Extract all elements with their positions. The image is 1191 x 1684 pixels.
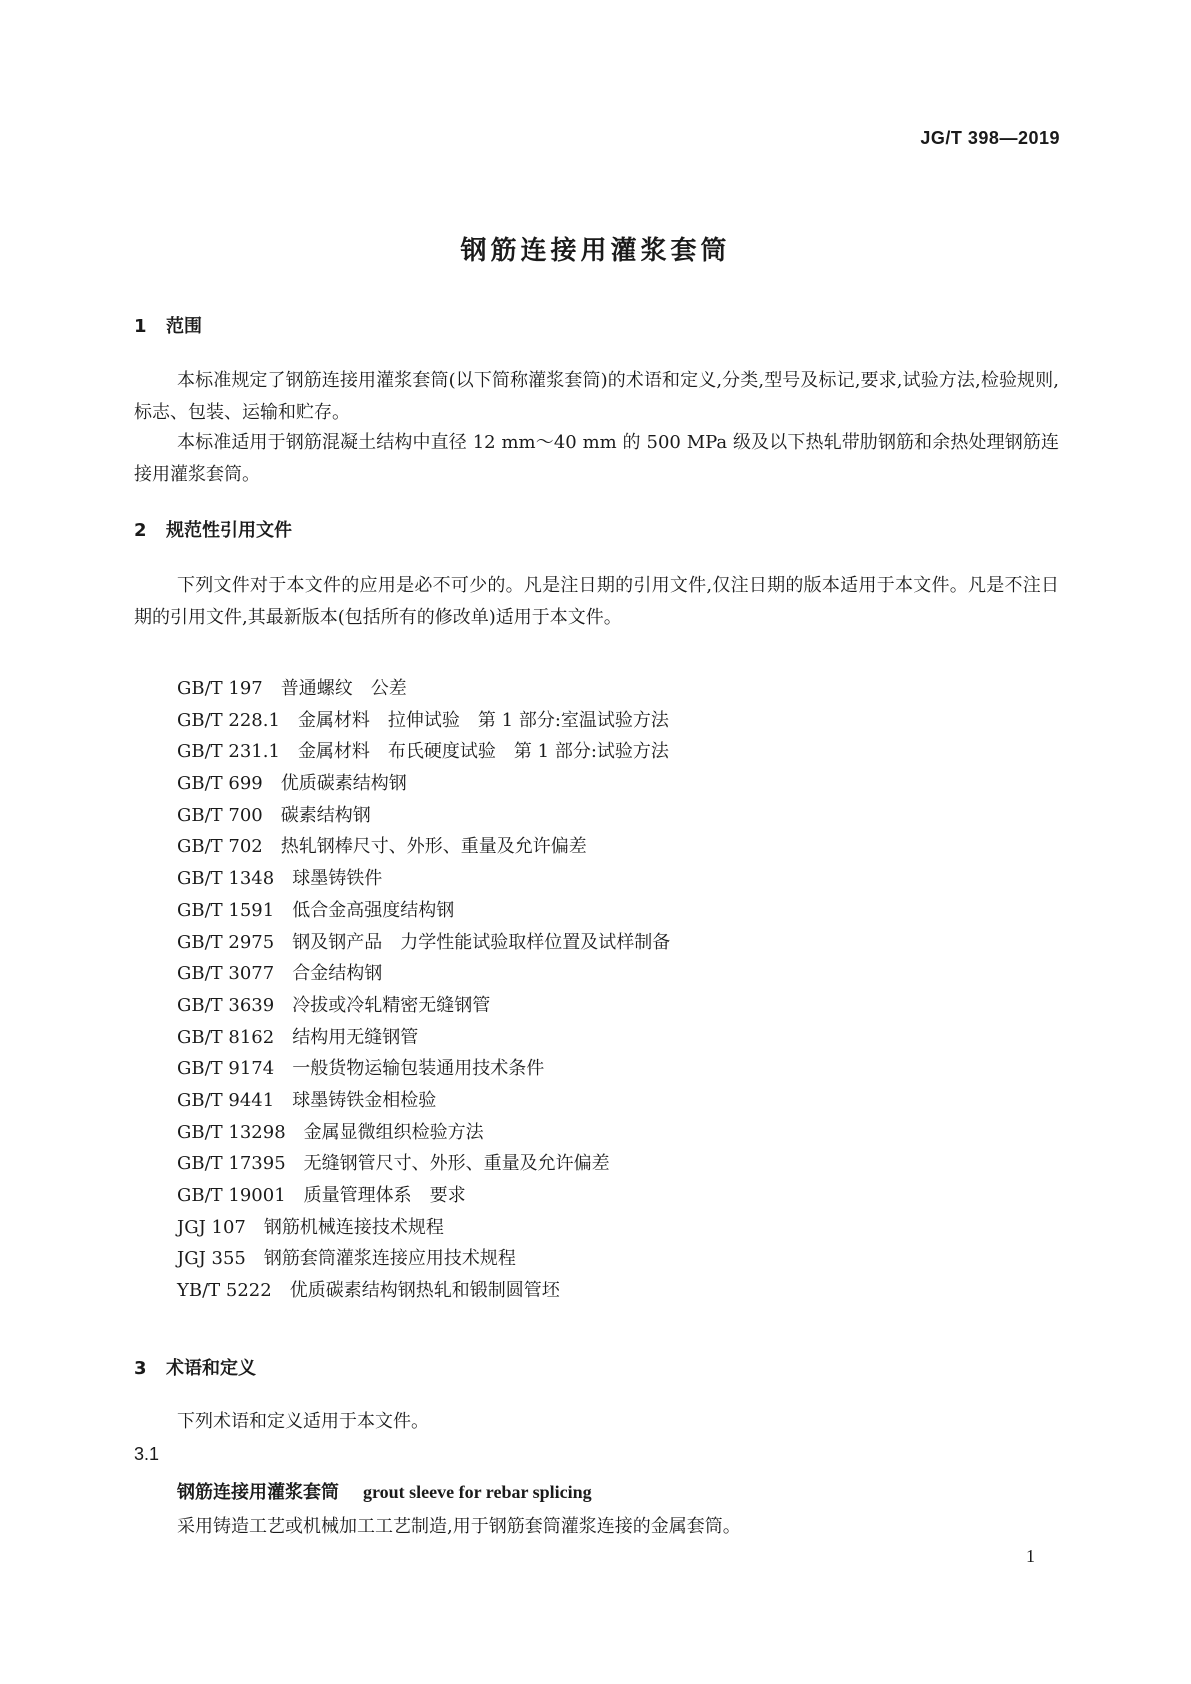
list-item	[177, 673, 670, 705]
scope-paragraph-2: 本标准适用于钢筋混凝土结构中直径 12 mm～40 mm 的 500 MPa 级及以下热轧带肋钢筋和余热处理钢筋连接用灌浆套筒。	[134, 432, 1059, 485]
section-title: 规范性引用文件	[166, 520, 292, 541]
reference-code: GB/T 1348	[177, 868, 275, 890]
reference-title: 质量管理体系 要求	[303, 1185, 466, 1206]
reference-code: GB/T 699	[177, 773, 263, 795]
section-number: 1	[134, 316, 147, 337]
list-item	[177, 705, 670, 737]
list-item	[177, 927, 670, 959]
reference-title: 优质碳素结构钢	[280, 773, 407, 795]
reference-code: GB/T 702	[177, 836, 263, 858]
reference-title: 球墨铸铁金相检验	[292, 1089, 437, 1111]
reference-title: 热轧钢棒尺寸、外形、重量及允许偏差	[280, 836, 587, 858]
reference-title: 金属材料 拉伸试验 第 1 部分:室温试验方法	[297, 709, 669, 731]
list-item	[177, 990, 670, 1022]
reference-code: GB/T 9441	[177, 1089, 275, 1111]
reference-code: JGJ 355	[177, 1248, 246, 1270]
reference-title: 钢筋套筒灌浆连接应用技术规程	[263, 1248, 516, 1270]
reference-title: 钢筋机械连接技术规程	[263, 1216, 444, 1238]
term-english: grout sleeve for rebar splicing	[363, 1482, 592, 1502]
reference-title: 无缝钢管尺寸、外形、重量及允许偏差	[303, 1153, 610, 1175]
reference-title: 球墨铸铁件	[292, 868, 383, 890]
reference-title: 合金结构钢	[292, 963, 383, 985]
scope-paragraph-1: 本标准规定了钢筋连接用灌浆套筒(以下简称灌浆套筒)的术语和定义,分类,型号及标记,要求,试验方法,检验规则,标志、包装、运输和贮存。	[134, 370, 1059, 423]
reference-code: YB/T 5222	[177, 1280, 272, 1302]
term-entry	[177, 1478, 592, 1504]
list-item	[177, 1053, 670, 1085]
list-item	[177, 1085, 670, 1117]
list-item	[177, 1148, 670, 1180]
reference-code: GB/T 13298	[177, 1121, 286, 1143]
section-2-heading	[134, 516, 292, 542]
reference-code: GB/T 2975	[177, 931, 275, 953]
list-item	[177, 736, 670, 768]
section-title: 术语和定义	[166, 1358, 256, 1379]
term-number: 3.1	[134, 1444, 160, 1464]
term-definition: 采用铸造工艺或机械加工工艺制造,用于钢筋套筒灌浆连接的金属套筒。	[177, 1516, 741, 1537]
list-item	[177, 768, 670, 800]
reference-code: GB/T 3639	[177, 994, 275, 1016]
reference-code: GB/T 19001	[177, 1185, 286, 1206]
normative-references-intro: 下列文件对于本文件的应用是必不可少的。凡是注日期的引用文件,仅注日期的版本适用于本文件。凡是不注日期的引用文件,其最新版本(包括所有的修改单)适用于本文件。	[134, 575, 1059, 628]
terms-intro: 下列术语和定义适用于本文件。	[177, 1411, 429, 1432]
section-1-heading	[134, 312, 202, 338]
list-item	[177, 1212, 670, 1244]
list-item	[177, 1117, 670, 1149]
reference-title: 一般货物运输包装通用技术条件	[292, 1058, 545, 1080]
reference-title: 普通螺纹 公差	[280, 678, 407, 699]
reference-code: GB/T 231.1	[177, 741, 280, 763]
reference-title: 冷拔或冷轧精密无缝钢管	[292, 994, 491, 1016]
list-item	[177, 1243, 670, 1275]
document-title: 钢筋连接用灌浆套筒	[460, 236, 731, 266]
reference-title: 钢及钢产品 力学性能试验取样位置及试样制备	[292, 931, 671, 953]
reference-title: 低合金高强度结构钢	[292, 899, 455, 921]
list-item	[177, 958, 670, 990]
reference-code: GB/T 228.1	[177, 709, 280, 731]
list-item	[177, 1180, 670, 1212]
section-3-heading	[134, 1354, 256, 1380]
reference-title: 优质碳素结构钢热轧和锻制圆管坯	[289, 1280, 560, 1302]
reference-code: JGJ 107	[177, 1216, 246, 1238]
reference-code: GB/T 9174	[177, 1058, 275, 1080]
list-item	[177, 1275, 670, 1307]
reference-code: GB/T 17395	[177, 1153, 286, 1175]
list-item	[177, 863, 670, 895]
reference-code: GB/T 8162	[177, 1026, 275, 1048]
list-item	[177, 895, 670, 927]
term-chinese: 钢筋连接用灌浆套筒	[177, 1482, 339, 1503]
reference-code: GB/T 3077	[177, 963, 275, 985]
list-item	[177, 831, 670, 863]
standard-code: JG/T 398—2019	[920, 128, 1060, 148]
page-number: 1	[1026, 1546, 1035, 1566]
section-number: 3	[134, 1358, 147, 1379]
list-item	[177, 800, 670, 832]
reference-list	[177, 673, 670, 1307]
reference-title: 碳素结构钢	[280, 804, 371, 826]
reference-code: GB/T 1591	[177, 899, 275, 921]
section-title: 范围	[166, 316, 202, 337]
reference-title: 金属显微组织检验方法	[303, 1121, 484, 1143]
reference-title: 金属材料 布氏硬度试验 第 1 部分:试验方法	[297, 741, 669, 763]
section-number: 2	[134, 520, 147, 541]
reference-code: GB/T 197	[177, 678, 263, 699]
reference-code: GB/T 700	[177, 804, 263, 826]
reference-title: 结构用无缝钢管	[292, 1026, 419, 1048]
list-item	[177, 1022, 670, 1054]
